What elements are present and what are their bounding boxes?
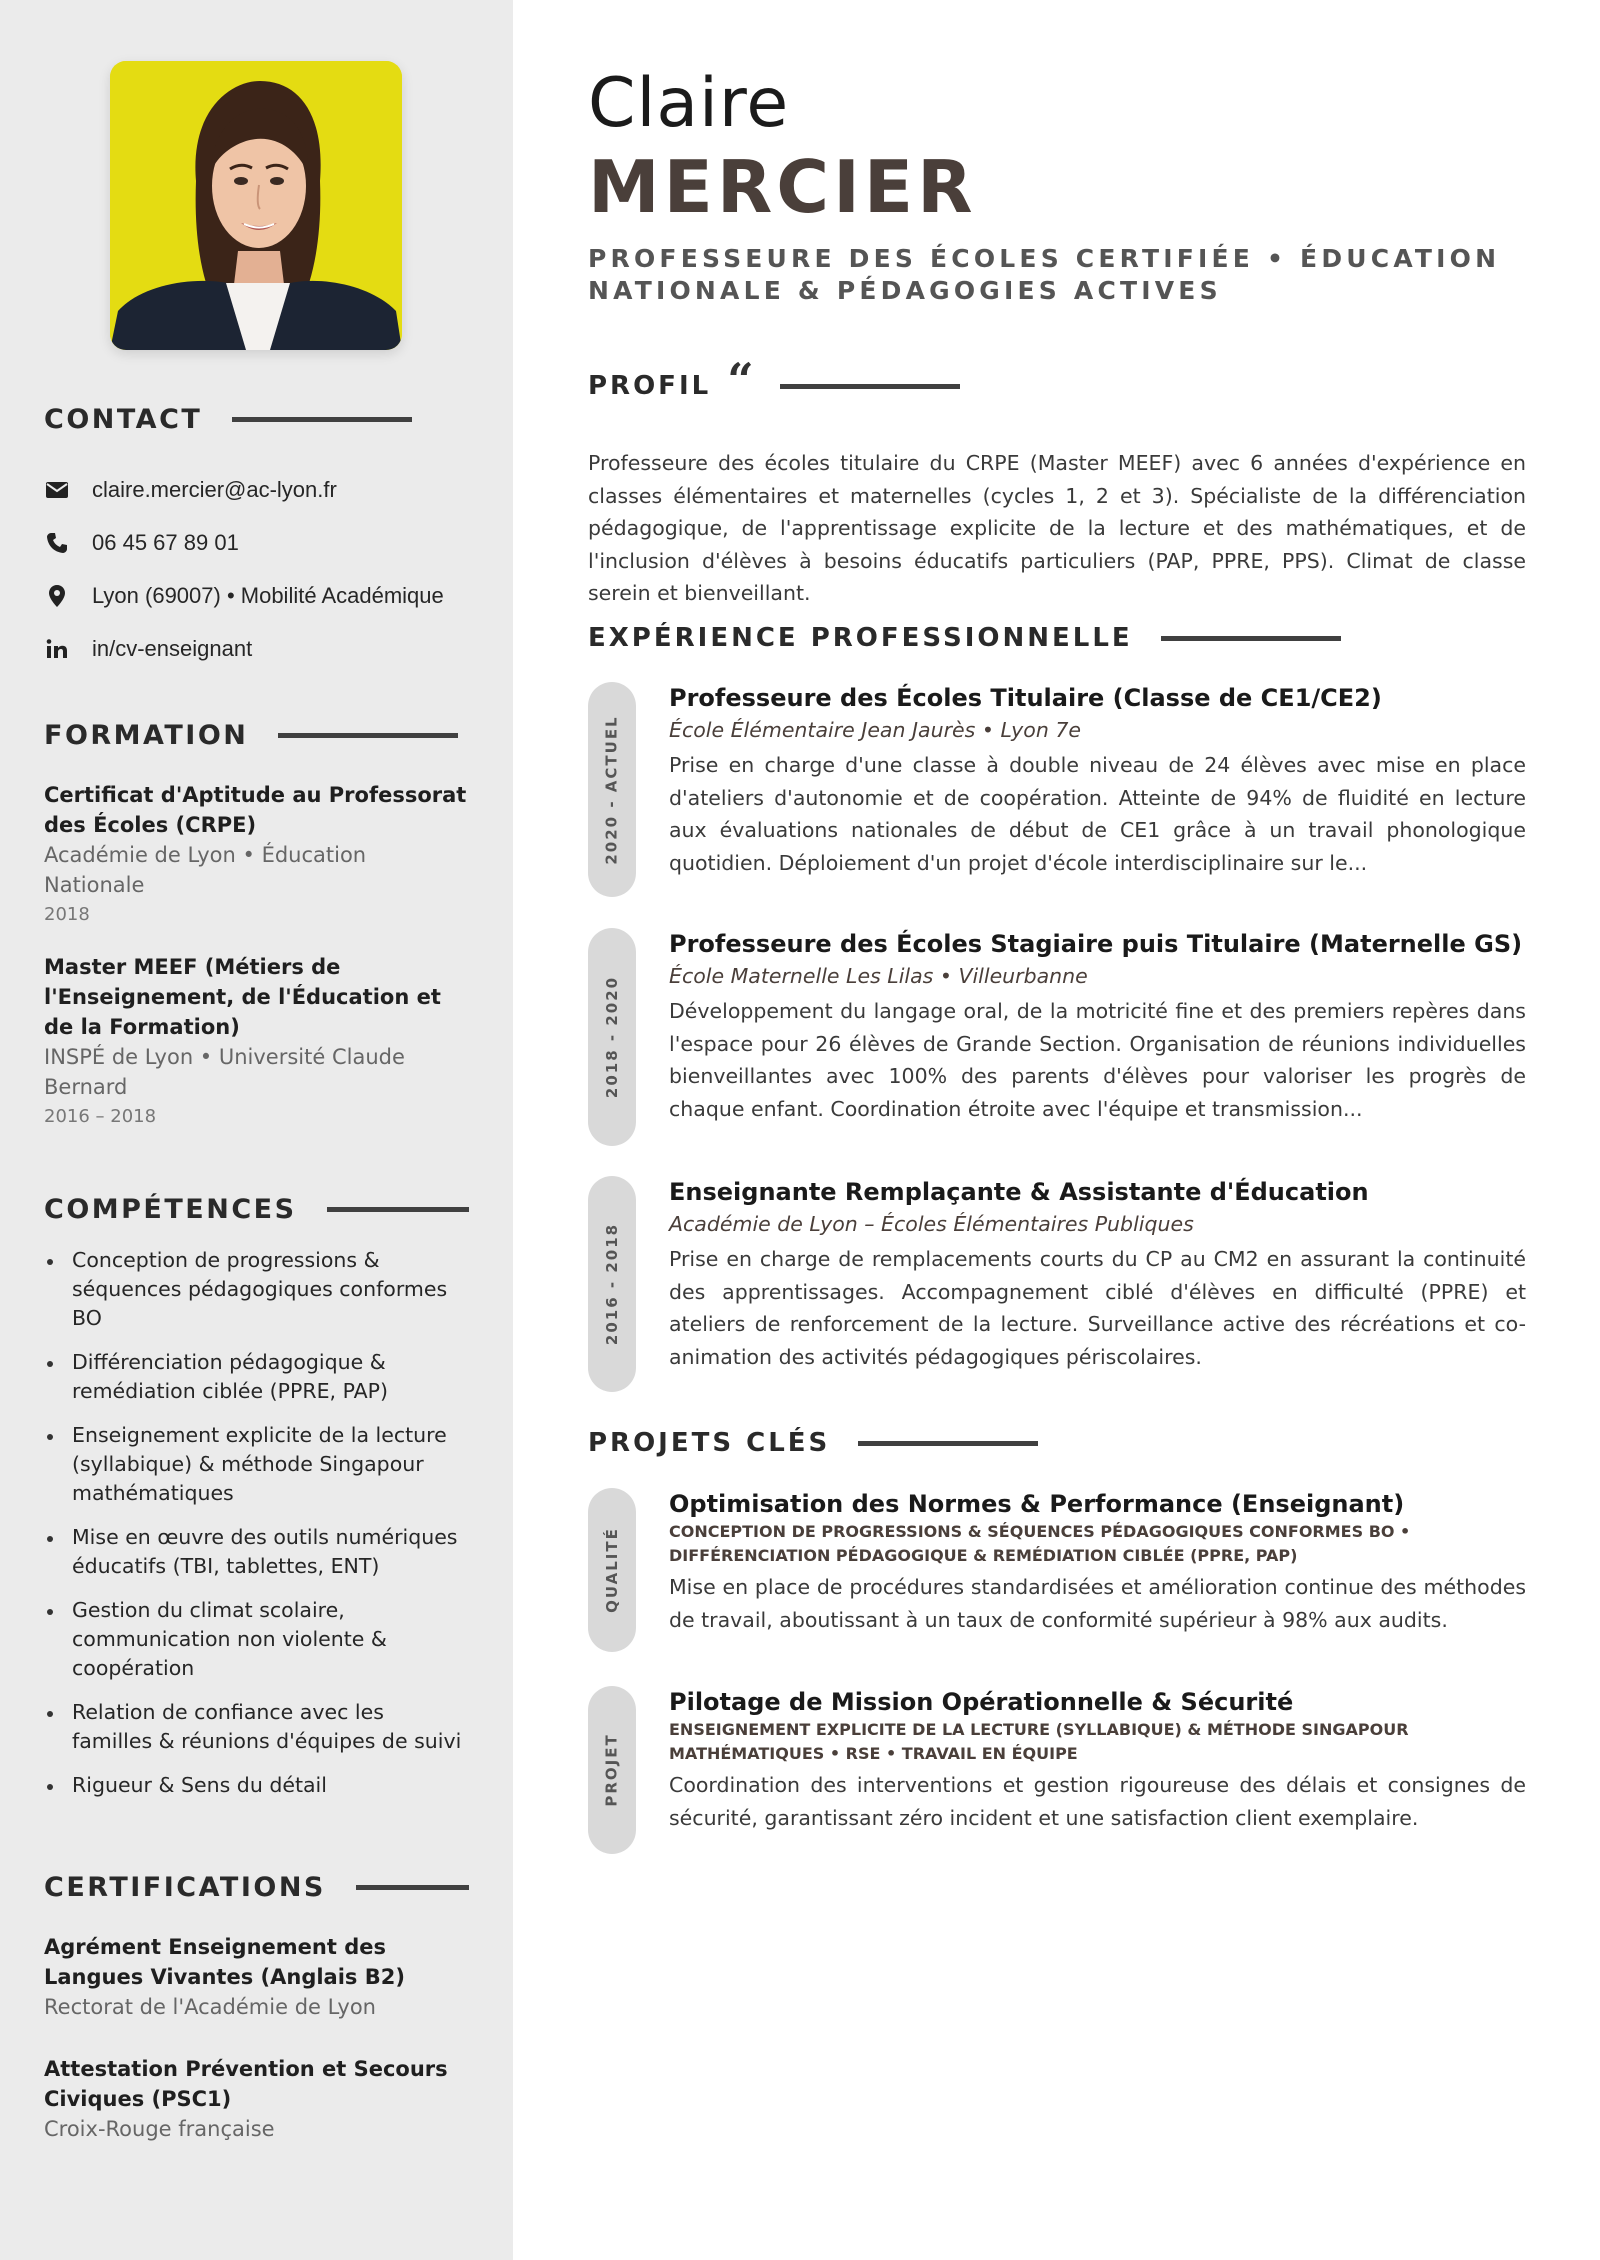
- projets-title: PROJETS CLÉS: [588, 1428, 831, 1458]
- formation-school: Académie de Lyon • Éducation Nationale: [44, 843, 367, 897]
- certification-issuer: Croix-Rouge française: [44, 2117, 275, 2141]
- formation-heading: [44, 718, 469, 752]
- competences-divider: [327, 1207, 469, 1212]
- project-title: Pilotage de Mission Opérationnelle & Sécurité: [669, 1688, 1294, 1716]
- project-description: Coordination des interventions et gestion rigoureuse des délais et consignes de sécurité, garantissant zéro incident et une satisfaction client exemplaire.: [669, 1773, 1526, 1830]
- experience-role: Professeure des Écoles Stagiaire puis Titulaire (Maternelle GS): [669, 930, 1523, 958]
- contact-linkedin[interactable]: [44, 622, 469, 675]
- skill-item: Différenciation pédagogique & remédiation ciblée (PPRE, PAP): [44, 1348, 469, 1406]
- contact-email[interactable]: [44, 463, 469, 516]
- project-tag-badge: [588, 1488, 636, 1652]
- projets-divider: [858, 1441, 1038, 1446]
- contact-phone-text: 06 45 67 89 01: [92, 529, 239, 555]
- formation-title: FORMATION: [44, 719, 249, 751]
- formation-divider: [278, 733, 458, 738]
- project-keywords: CONCEPTION DE PROGRESSIONS & SÉQUENCES PÉDAGOGIQUES CONFORMES BO • DIFFÉRENCIATION PÉDAGOGIQUE & REMÉDIATION CIBLÉE (PPRE, PAP): [669, 1522, 1411, 1565]
- profil-title: PROFIL: [588, 371, 712, 401]
- experience-role: Professeure des Écoles Titulaire (Classe de CE1/CE2): [669, 684, 1382, 712]
- period-badge: [588, 928, 636, 1146]
- skill-item: Relation de confiance avec les familles & réunions d'équipes de suivi: [44, 1698, 469, 1756]
- formation-date: 2018: [44, 904, 90, 925]
- experience-description: Prise en charge de remplacements courts du CP au CM2 en assurant la continuité des apprentissages. Accompagnement ciblé d'élèves en difficulté (PPRE) et ateliers de renforcement de la lecture. Surveillance active des récréations et co-animation des activités pédagogiques périscolaires.: [669, 1247, 1526, 1369]
- project-keywords: ENSEIGNEMENT EXPLICITE DE LA LECTURE (SYLLABIQUE) & MÉTHODE SINGAPOUR MATHÉMATIQUES • RSE • TRAVAIL EN ÉQUIPE: [669, 1720, 1409, 1763]
- job-title: PROFESSEURE DES ÉCOLES CERTIFIÉE • ÉDUCATION NATIONALE & PÉDAGOGIES ACTIVES: [588, 244, 1501, 305]
- skill-item: Gestion du climat scolaire, communication non violente & coopération: [44, 1596, 469, 1683]
- experience-description: Développement du langage oral, de la motricité fine et des premiers repères dans l'espace pour 26 élèves de Grande Section. Organisation de réunions individuelles bienveillantes avec 100% des parents d'élèves pour valoriser les progrès de chaque enfant. Coordination étroite avec l'équipe et transmission...: [669, 999, 1526, 1121]
- location-pin-icon: [44, 583, 70, 609]
- contact-section: [44, 402, 469, 675]
- experience-divider: [1161, 636, 1341, 641]
- project-tag-label: QUALITÉ: [603, 1527, 622, 1613]
- project-description: Mise en place de procédures standardisées et amélioration continue des méthodes de travail, aboutissant à un taux de conformité supérieur à 98% aux audits.: [669, 1575, 1526, 1632]
- experience-body: [669, 682, 1526, 879]
- contact-heading: [44, 402, 469, 436]
- experience-body: [669, 1176, 1526, 1373]
- skill-item: Conception de progressions & séquences pédagogiques conformes BO: [44, 1246, 469, 1333]
- competences-title: COMPÉTENCES: [44, 1193, 297, 1225]
- period-label: 2020 - ACTUEL: [603, 714, 622, 865]
- contact-title: CONTACT: [44, 403, 203, 435]
- formation-section: [44, 718, 469, 1132]
- certification-issuer: Rectorat de l'Académie de Lyon: [44, 1995, 376, 2019]
- contact-location-text: Lyon (69007) • Mobilité Académique: [92, 582, 444, 608]
- project-body: [669, 1488, 1526, 1636]
- skill-item: Rigueur & Sens du détail: [44, 1771, 469, 1800]
- formation-degree: Master MEEF (Métiers de l'Enseignement, de l'Éducation et de la Formation): [44, 955, 441, 1039]
- projets-heading: [588, 1425, 1038, 1461]
- skill-item: Enseignement explicite de la lecture (syllabique) & méthode Singapour mathématiques: [44, 1421, 469, 1508]
- competences-heading: [44, 1192, 469, 1226]
- envelope-icon: [44, 477, 70, 503]
- experience-employer: Académie de Lyon – Écoles Élémentaires Publiques: [669, 1212, 1194, 1236]
- period-badge: [588, 682, 636, 897]
- project-tag-label: PROJET: [603, 1733, 622, 1807]
- contact-email-text: claire.mercier@ac-lyon.fr: [92, 476, 337, 502]
- certifications-section: [44, 1870, 469, 2144]
- contact-list: [44, 463, 469, 675]
- project-title: Optimisation des Normes & Performance (Enseignant): [669, 1490, 1405, 1518]
- sidebar: [0, 0, 513, 2260]
- project-tag-badge: [588, 1686, 636, 1854]
- profil-text: Professeure des écoles titulaire du CRPE (Master MEEF) avec 6 années d'expérience en classes élémentaires et maternelles (cycles 1, 2 et 3). Spécialiste de la différenciation pédagogique, de l'apprentissage explicite de la lecture et des mathématiques, et de l'inclusion d'élèves à besoins éducatifs particuliers (PAP, PPRE, PPS). Climat de classe serein et bienveillant.: [588, 451, 1526, 605]
- formation-item: [44, 780, 469, 930]
- certification-item: [44, 2054, 469, 2144]
- certification-title: Agrément Enseignement des Langues Vivantes (Anglais B2): [44, 1935, 405, 1989]
- competences-section: [44, 1192, 469, 1815]
- profile-photo: [110, 61, 402, 350]
- experience-employer: École Élémentaire Jean Jaurès • Lyon 7e: [669, 718, 1081, 742]
- formation-item: [44, 952, 469, 1132]
- certification-item: [44, 1932, 469, 2022]
- period-label: 2018 - 2020: [603, 975, 622, 1099]
- quote-icon: “: [727, 353, 754, 407]
- certification-title: Attestation Prévention et Secours Civiques (PSC1): [44, 2057, 448, 2111]
- last-name: MERCIER: [588, 145, 977, 229]
- period-badge: [588, 1176, 636, 1392]
- contact-phone[interactable]: [44, 516, 469, 569]
- experience-employer: École Maternelle Les Lilas • Villeurbanne: [669, 964, 1088, 988]
- contact-divider: [232, 417, 412, 422]
- phone-icon: [44, 530, 70, 556]
- experience-heading: [588, 620, 1341, 656]
- profil-divider: [780, 384, 960, 389]
- experience-description: Prise en charge d'une classe à double niveau de 24 élèves avec mise en place d'ateliers d'autonomie et de coopération. Atteinte de 94% de fluidité en lecture aux évaluations nationales de début de CE1 grâce à un travail phonologique quotidien. Déploiement d'un projet d'école interdisciplinaire sur le...: [669, 753, 1526, 875]
- contact-linkedin-text: in/cv-enseignant: [92, 635, 253, 661]
- certifications-heading: [44, 1870, 469, 1904]
- certifications-title: CERTIFICATIONS: [44, 1871, 326, 1903]
- experience-role: Enseignante Remplaçante & Assistante d'Éducation: [669, 1178, 1369, 1206]
- experience-title: EXPÉRIENCE PROFESSIONNELLE: [588, 623, 1133, 653]
- project-body: [669, 1686, 1526, 1834]
- certifications-divider: [356, 1885, 469, 1890]
- first-name: Claire: [588, 64, 790, 143]
- profil-heading: [588, 353, 960, 407]
- linkedin-icon: [44, 636, 70, 662]
- formation-degree: Certificat d'Aptitude au Professorat des Écoles (CRPE): [44, 783, 467, 837]
- period-label: 2016 - 2018: [603, 1222, 622, 1346]
- formation-date: 2016 – 2018: [44, 1106, 157, 1127]
- contact-location: [44, 569, 469, 622]
- formation-school: INSPÉ de Lyon • Université Claude Bernard: [44, 1045, 405, 1099]
- experience-body: [669, 928, 1526, 1125]
- skill-item: Mise en œuvre des outils numériques éducatifs (TBI, tablettes, ENT): [44, 1523, 469, 1581]
- skills-list: [44, 1246, 469, 1800]
- portrait-photo: [110, 61, 402, 350]
